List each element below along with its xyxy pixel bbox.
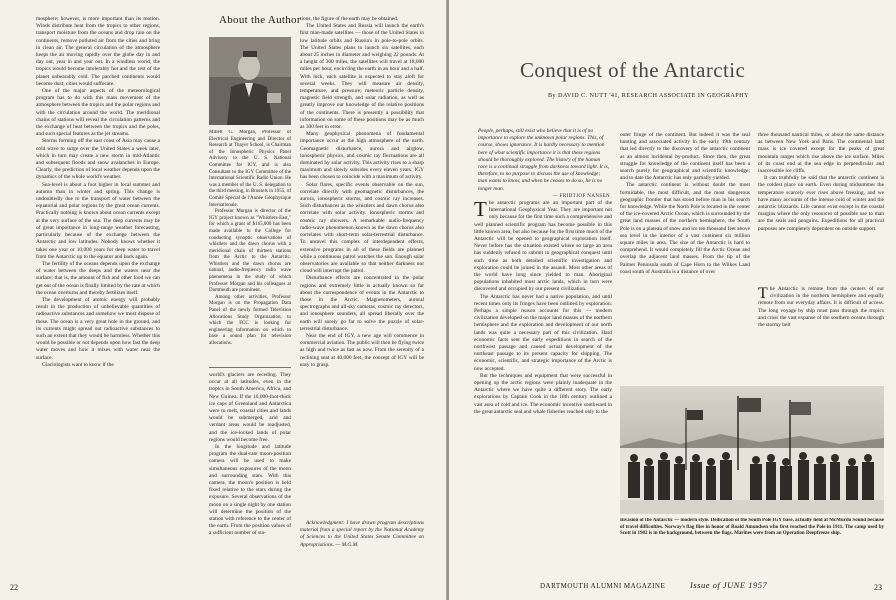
acknowledgment [300,520,424,568]
paragraph: Glaciologists want to know if the [42,361,114,368]
paragraph: mosphere; however, is more important than its motion. Winds distribute heat from the tropics to other regions, transport moisture from the oceans and drop rain on the continents, remove polluted air from the cities and bring in clean air. The general circulation of the atmosphere keeps the air moving rapidly over the globe day in and day out, year in and year out. In a windless world, the tropics would become intolerably hot and the rest of the planet unbearably cold. The parched continents would become dust; cities would suffocate. [36,16,160,87]
about-author-heading: About the Author [219,14,301,26]
paragraph: But the techniques and equipment that were successful in opening up the arctic regions were plainly inadequate in the Antarctic where we have quite a different story. The early explorations by Captain Cook in the 18th century outlined a vast area of cold and ice. The economic incentive southward in the great antarctic seal and whale fisheries reached only to the [474,372,612,415]
paragraph-text: he Antarctic is remote from the centers of our civilization in the northern hemisphere and equally remote from our everyday affairs. It is difficult of access. The long voyage by ship must pass through the tropics and cross the vast expanse of the southern oceans through the stormy belt [758,286,884,329]
paragraph: Solar flares, specific events observable on the sun, correlate directly with geomagnetic disturbances, the aurora, ionospheric storms, and cosmic ray increases. Such disturbances as the whistlers and dawn chorus also correlate with solar activity. Ionospheric storms and cosmic ray showers. A remarkable audio-frequency radio-wave phenomenon known as the dawn chorus also correlates with short-term solar-terrestrial disturbance. To unravel this complex of interdependent effects, extensive programs in all of these fields are planned while a continuous patrol watches the sun. Enough solar observatories are available so that neither darkness nor cloud will interrupt the patrol. [300,181,424,275]
paragraph [758,286,884,329]
paragraph: Storms forming off the east coast of Asia may cause a cold wave to surge over the United States a week later, which in turn may create a new storm in mid-Atlantic and subsequent floods and snow avalanches in Europe. Clearly, the prediction of local weather depends upon the dynamics of the whole world's weather. [36,138,160,181]
antarctic-base-photo [620,386,884,514]
epigraph-text: People, perhaps, still exist who believe that it is of no importance to explore the unknown polar regions. This, of course, shows ignorance. It is hardly necessary to mention here of what scientific importance it is that these regions should be thoroughly explored. The history of the human race is a continual struggle from darkness toward light. It is, therefore, to no purpose to discuss the use of knowledge; man wants to know, and when he ceases to do so, he is no longer man. [478,128,610,192]
paragraph: One of the major aspects of the meteorological program has to do with this mass movement of the atmosphere between the tropics and the polar regions and with the circulation around the world. The meridional chains of stations will reveal the circulation patterns and the exchange of heat between the tropics and the poles, and such special features as the jet streams. [36,88,160,138]
magazine-name: DARTMOUTH ALUMNI MAGAZINE [540,582,666,590]
left-column-2 [209,372,291,572]
paragraph: The Antarctic has never had a native population, and until recent times only its fringes have been outlined by exploration. Perhaps a simple reason accounts for this — modern civilization developed on the major land masses of the northern hemisphere and the exploration and development of our north lands was quite a necessary part of this civilization. Hard economic facts sent the early expeditions in search of the northwest passage and caused actual development of the northeast passage to its present capacity for shipping. The economic, scientific, and strategic importance of the Arctic is now accepted. [474,293,612,372]
caption-text: Invasion of the Antarctic — modern style. Dedication of the South Pole IGY base, actually held at McMurdo Sound because of travel difficulties. Norway's flag flies in honor of Roald Amundsen who first reached the Pole in 1911. The camp used by Scott in 1902 is in the background, between the flags. Marines were from an Operation Deepfreeze ship. [620,518,884,537]
epigraph-attribution: — FRIDTJOF NANSEN [552,193,610,199]
paragraph: Near the end of IGY, a new age will commence in commercial aviation. The public will then be flying twice as high and twice as fast as now. From the serenity of a reclining seat at 40,000 feet, the concept of IGY will be easy to grasp. [300,332,424,368]
photo-caption [620,518,884,556]
paragraph: The antarctic continent is without doubt the most formidable, the most difficult, and the most dangerous geographic frontier that has stood before man in his search for knowledge. While the North Pole is located in the center of the ice-covered Arctic Ocean, which is surrounded by the great land masses of the northern hemisphere, the South Pole is on a plateau of snow and ice ten thousand feet above sea level in the interior of a vast continent six million square miles in area. The size of the Antarctic is hard to comprehend. It would completely fill the Arctic Ocean and overlap the adjacent land masses. From the tip of the Palmer Peninsula south of Cape Horn to the Wilkes Land coast south of Australia is a distance of over [620,182,750,275]
byline: By DAVID C. NUTT '41, RESEARCH ASSOCIATE IN GEOGRAPHY [548,92,749,99]
paragraph: The development of atomic energy will probably result in the production of unbelievable quantities of radioactive substances and somehow we must dispose of these. The ocean is a very great hole in the ground, and its currents might spread out radioactive substances to such an extent that they would be harmless. Whether this would be possible or not depends upon how fast the deep water moves and how it mixes with water near the surface. [36,296,160,361]
drop-cap: T [474,200,487,221]
article-title: Conquest of the Antarctic [520,58,746,82]
paragraph: world's glaciers are receding. They occur at all latitudes, even in the tropics in South America, Africa, and New Guinea. If the 10,000-foot-thick ice caps of Greenland and Antarctica were to melt, coastal cities and lands would be submerged, arid and verdant areas would be readjusted, and the ice-locked lands of polar regions would become free. [209,372,291,443]
paragraph: three thousand nautical miles, or about the same distance as between New York and Paris. The continental land mass is ice covered except for the peaks of great mountain ranges which rise above the ice surface. Miles of its coast end at the sea edge in perpendicular and inaccessible ice cliffs. [758,132,884,175]
caption-paragraph: Among other activities, Professor Morgan is on the Propagation Data Panel of the newly formed Television Allocations Study Organization, to which the FCC is looking for engineering information on which to base a sound plan for television allocations. [209,294,291,346]
right-column-1 [474,200,612,537]
paragraph-text: he antarctic programs are an important part of the International Geophysical Year. They are important not only because for the first time such a comprehensive and well planned scientific program has become possible in this little known area, but also because for the first time much of the Antarctic will be opened to geographical exploration itself. Never before has the situation existed where so large an area has suddenly refused to submit to geographical conquest until such time as both detailed scientific investigation and exploration could be joined in the assault. Most other areas of the world have long since yielded to man. Aboriginal populations inhabited most arctic lands, which in turn were discovered and occupied by our present civilization. [474,200,612,293]
left-column-3 [300,16,424,516]
paragraph: The United States and Russia will launch the earth's first man-made satellites — those of the United States in low latitude orbits and Russia's in pole-to-pole orbits. The United States plans to launch six satellites, each about 25 inches in diameter and weighing 22 pounds. At a height of 300 miles, the satellites will travel at 18,000 miles per hour, encircling the earth in an hour and a half. With luck, each satellite is expected to stay aloft for several weeks. They will measure air density, temperature, and pressure; meteoric particle density, magnetic field strength, and solar radiation, as well as greatly improve our knowledge of the relative positions of the continents. There is presently a possibility that information on some of these positions may be as much as 300 feet in error. [300,23,424,131]
right-column-3b [758,286,884,350]
left-page [0,0,447,600]
page-number-left: 22 [10,583,18,592]
epigraph [478,128,610,200]
left-column-1 [36,16,160,572]
caption-paragraph: Professor Morgan is director of the IGY project known as "Whistlers-East," for which a grant of $165,000 has been made available to the College for conducting synoptic observations of whistlers and the dawn chorus with a meridional chain of thirteen stations from the Arctic to the Antarctic. Whistlers and the dawn chorus are natural, audio-frequency radio wave phenomena in the study of which Professor Morgan and his colleagues at Dartmouth are prominent. [209,209,291,294]
author-photo [209,37,291,125]
right-column-3 [758,132,884,272]
author-caption [209,130,291,360]
paragraph: Sea-level is about a foot higher in local summer and autumn than in winter and spring. This change is undoubtedly due to the transport of water between the equatorial and polar regions by the great ocean currents. Practically nothing is known about ocean currents except at the very surface of the sea. The deep currents may be of great importance in long-range weather forecasting, particularly because of the exchange between the Antarctic and low latitudes. Nobody knows whether it takes one year or 10,000 years for deep water to travel from the Antarctic up to the equator and back again. [36,181,160,260]
acknowledgment-text: Acknowledgment: I have drawn program descriptions material from a special report by the National Academy of Sciences to the United States Senate Committee on Appropriations. — M.G.M. [300,520,424,548]
paragraph: The fertility of the oceans depends upon the exchange of water between the deeps and the waters near the surface; that is, the amount of fish and other food we can get out of the ocean is finally limited by the rate at which the ocean overturns and thereby fertilizes itself. [36,260,160,296]
paragraph: It can truthfully be said that the antarctic continent is the coldest place on earth. Even during midsummer the temperature scarcely ever rises above freezing, and we have many accounts of the intense cold of winter and the antarctic blizzards. Life cannot exist except in the coastal margins where the only resources of possible use to man are the seals and penguins. Expeditions for all practical purposes are completely dependent on outside support. [758,175,884,232]
divider [209,367,291,368]
drop-cap: T [758,286,768,302]
page-number-right: 23 [874,583,882,592]
paragraph: outer fringe of the continent. But indeed it was the seal hunting and associated activity in the early 19th century that led directly to the discovery of the antarctic continent as an almost incidental by-product. Since then, the great struggle for knowledge of the continent itself has been a search purely for geographical and scientific knowledge; and to date the Antarctic has only partially yielded. [620,132,750,182]
caption-paragraph: Millett G. Morgan, Professor of Electrical Engineering and Director of Research at Thayer School, is Chairman of the Ionospheric Physics Panel Advisory to the U. S. National Committee for IGY, and is also Consultant to the IGY Committee of the International Scientific Radio Union. He was a member of the U. S. delegation to the third meeting, in Brussels in 1955, of Comité Spécial de l'Année Géophysique Internationale. [209,130,291,208]
paragraph: Disturbance effects are concentrated in the polar regions and extremely little is actually known so far about the correspondence of events in the Antarctic to those in the Arctic. Magnetometers, auroral spectrographs and all-sky cameras, cosmic ray detectors, and ionosphere sounders, all spread liberally over the earth will surely go far to solve the puzzle of solar-terrestrial disturbance. [300,275,424,332]
paragraph [474,200,612,294]
paragraph: tions, the figure of the earth may be obtained. [300,16,399,22]
paragraph: In the longitude and latitude program the dual-rate moon-position camera will be used to make simultaneous exposures of the moon and surrounding stars. With this camera, the moon's position is held fixed relative to the stars during the exposure. Several observations of the moon on a single night by one station will determine the position of the station with reference to the center of the earth. From the position values of a sufficient number of sta- [209,444,291,537]
issue-date: Issue of JUNE 1957 [690,580,768,590]
paragraph: Many geophysical phenomena of fundamental importance occur at the high atmosphere of the earth. Geomagnetic disturbance, aurora and airglow, ionospheric physics, and cosmic ray fluctuations are all dominated by solar activity. This activity rises to a sharp maximum and slowly subsides every eleven years. IGY has been chosen to coincide with a maximum of activity. [300,131,424,181]
